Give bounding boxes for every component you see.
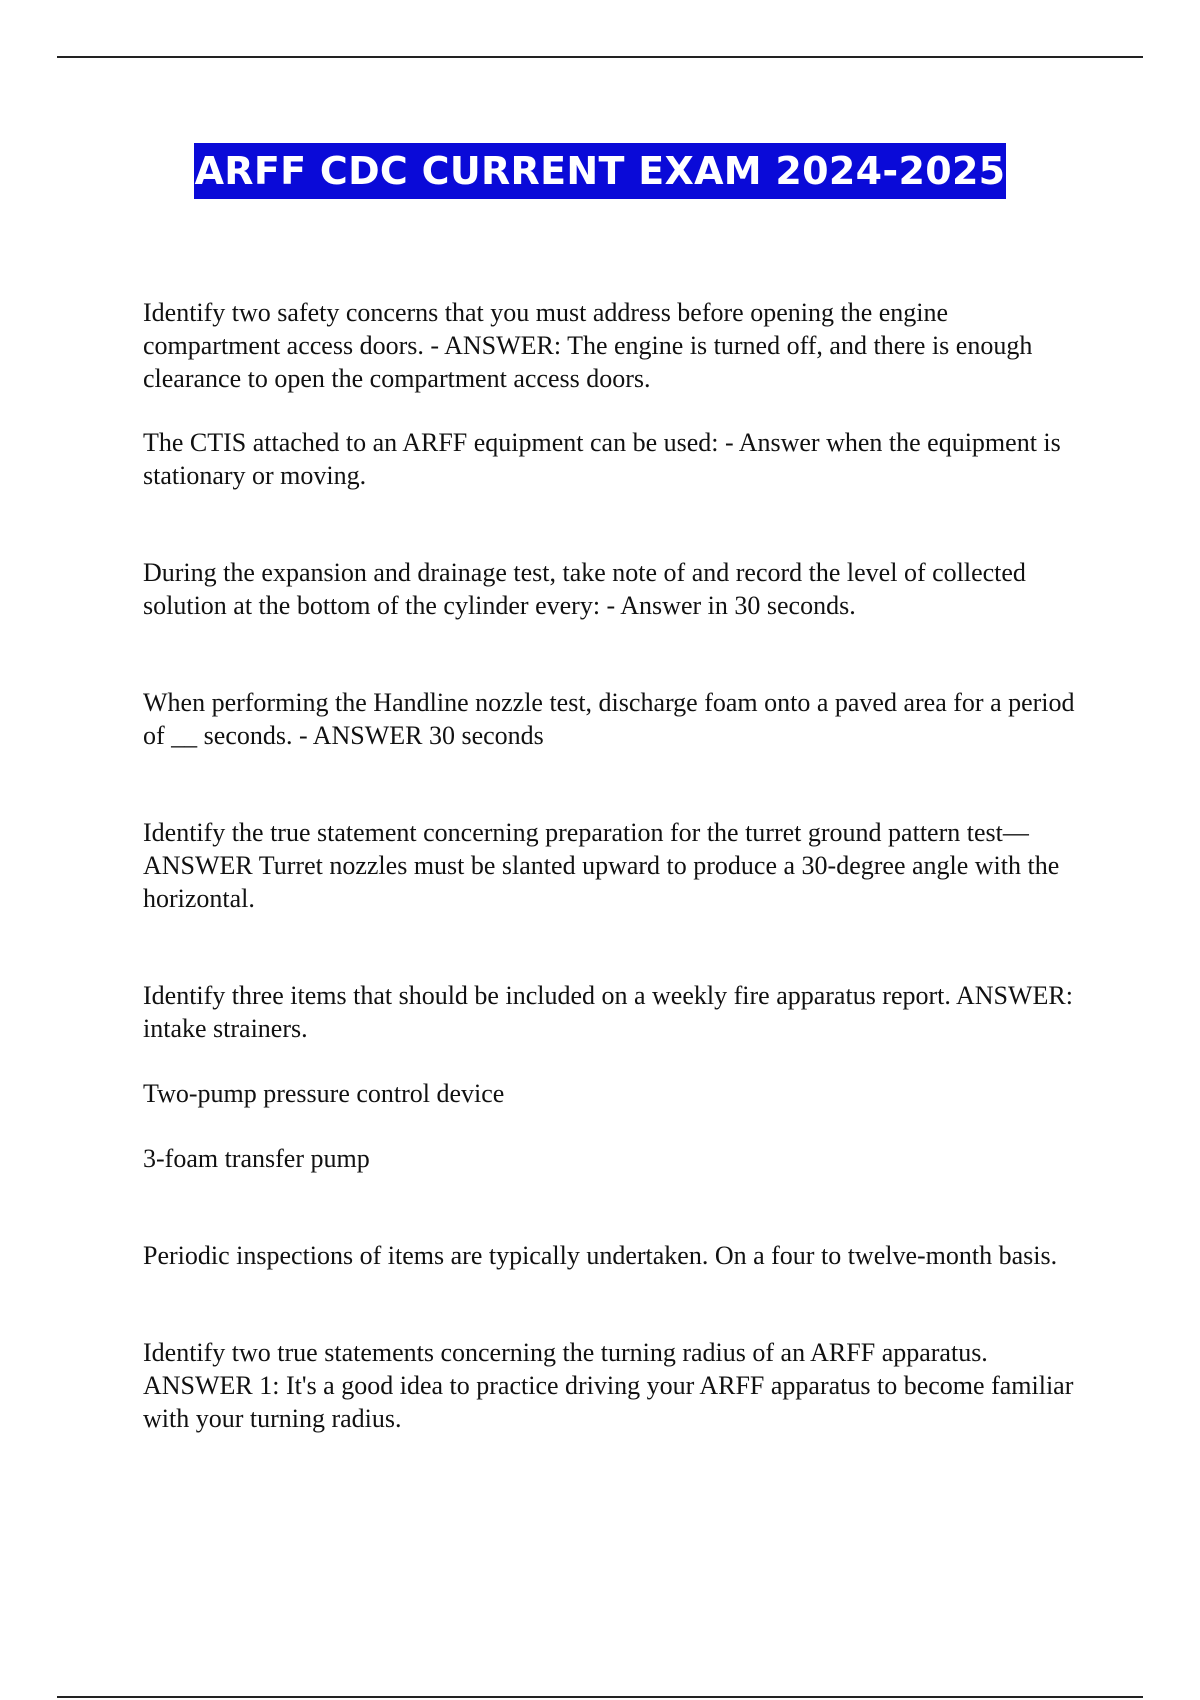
title-container — [0, 143, 1200, 199]
question-paragraph: Identify two safety concerns that you must address before opening the engine compartment access doors. - ANSWER: The engine is turned off, and there is enough clearance to open the compartment access doors. — [143, 298, 1033, 393]
answer-item: Two-pump pressure control device — [143, 1079, 505, 1108]
question-paragraph: The CTIS attached to an ARFF equipment can be used: - Answer when the equipment is stationary or moving. — [143, 428, 1061, 490]
question-paragraph: Periodic inspections of items are typically undertaken. On a four to twelve-month basis. — [143, 1241, 1058, 1270]
question-paragraph: Identify the true statement concerning preparation for the turret ground pattern test—ANSWER Turret nozzles must be slanted upward to produce a 30-degree angle with the horizontal. — [143, 818, 1060, 913]
document-body — [143, 296, 1083, 1435]
question-paragraph: Identify two true statements concerning the turning radius of an ARFF apparatus. ANSWER 1: It's a good idea to practice driving your ARFF apparatus to become familiar with your turning radius. — [143, 1338, 1074, 1433]
question-paragraph: Identify three items that should be included on a weekly fire apparatus report. ANSWER: intake strainers. — [143, 981, 1073, 1043]
top-rule — [57, 56, 1143, 58]
answer-item: 3-foam transfer pump — [143, 1144, 370, 1173]
question-paragraph: During the expansion and drainage test, take note of and record the level of collected solution at the bottom of the cylinder every: - Answer in 30 seconds. — [143, 558, 1026, 620]
bottom-rule — [57, 1696, 1143, 1698]
document-title: ARFF CDC CURRENT EXAM 2024-2025 — [194, 143, 1007, 199]
question-paragraph: When performing the Handline nozzle test, discharge foam onto a paved area for a period of __ seconds. - ANSWER 30 seconds — [143, 688, 1075, 750]
